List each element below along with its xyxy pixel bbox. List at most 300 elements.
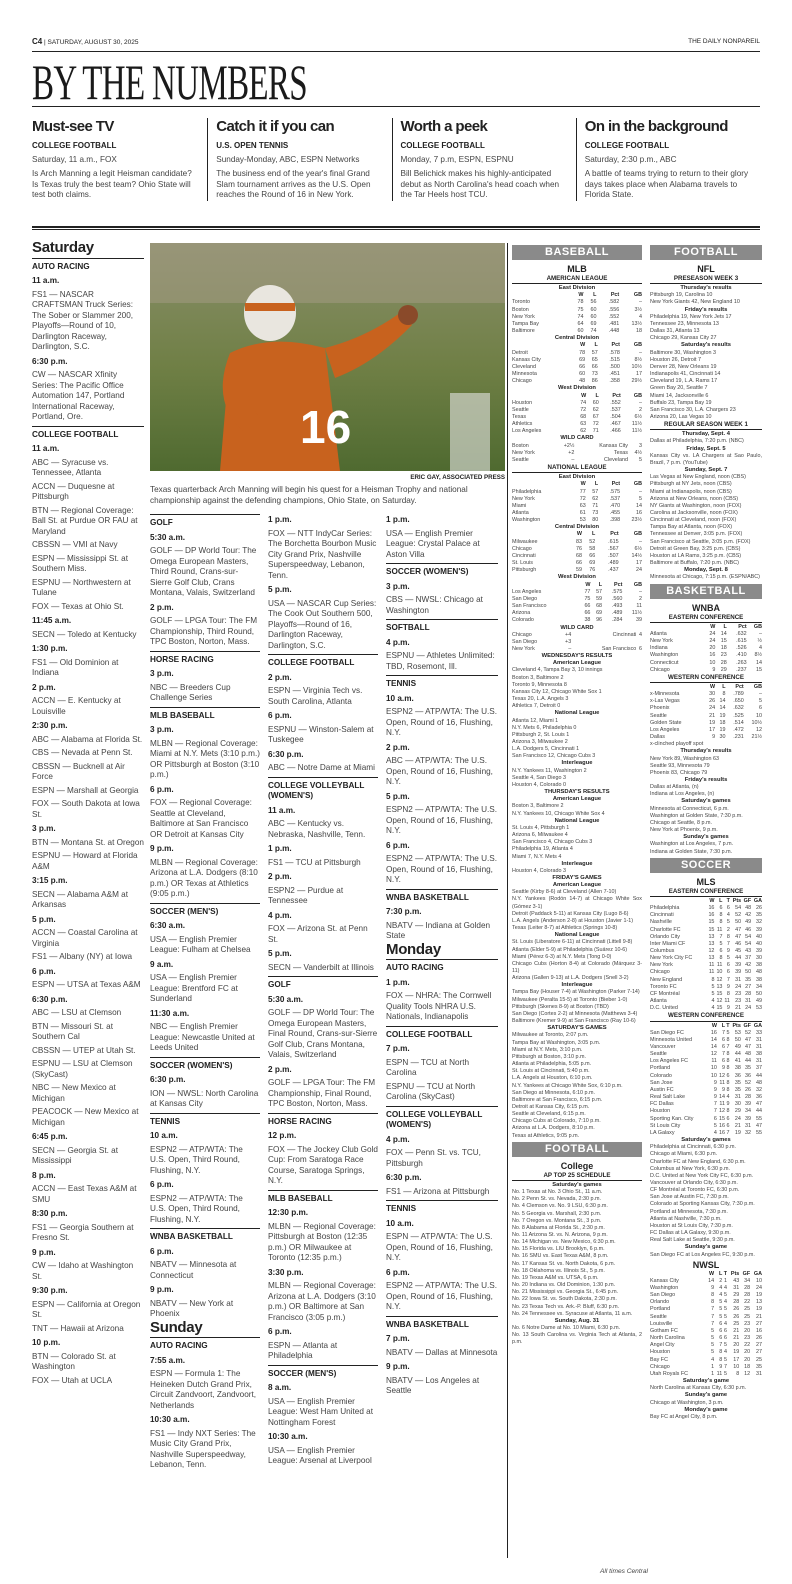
time-slot: 3 p.m.	[386, 581, 410, 591]
time-slot: 2 p.m.	[268, 872, 292, 881]
stat-cell: 5	[711, 1342, 715, 1349]
column-header	[512, 393, 574, 400]
team-name: Colorado	[650, 1072, 672, 1079]
time-slot: 10:30 a.m.	[150, 1415, 190, 1424]
table-row	[650, 660, 762, 667]
feature-block	[32, 118, 207, 201]
table-row	[650, 1044, 762, 1051]
stat-cell: 8½	[634, 356, 642, 363]
stat-cell: .615	[608, 538, 619, 545]
standings-table	[512, 393, 642, 436]
table-row	[650, 1314, 762, 1321]
sport-heading: AUTO RACING	[32, 258, 144, 273]
stat-cell: 8	[726, 1086, 730, 1093]
team-name: Cincinnati	[512, 552, 536, 559]
time-slot: 1 p.m.	[268, 515, 292, 524]
column-header: Pct	[611, 342, 620, 349]
stat-cell: 21½	[751, 734, 762, 741]
column-header: Pct	[735, 683, 744, 690]
sport-banner: FOOTBALL	[650, 245, 762, 260]
table-row	[512, 539, 642, 546]
table-row	[512, 553, 642, 560]
feature-sport: COLLEGE FOOTBALL	[400, 141, 485, 150]
stat-cell: 50	[756, 990, 762, 997]
sport-banner: BASEBALL	[512, 245, 642, 260]
table-header-row	[512, 582, 642, 589]
stat-cell: 19	[719, 712, 726, 719]
team-name: Atlanta	[650, 630, 667, 637]
subheading: FRIDAY'S GAMES	[552, 874, 602, 881]
column-header	[512, 481, 573, 488]
result-line: Texas at Athletics, 9:05 p.m.	[512, 1132, 580, 1139]
column-header: W	[585, 581, 591, 588]
subheading: West Division	[558, 385, 596, 392]
table-row	[512, 457, 642, 464]
stat-cell: 36	[744, 1072, 751, 1079]
column-header: T	[723, 1270, 728, 1277]
stat-cell: 48	[579, 378, 586, 385]
stat-cell: 6	[726, 1122, 730, 1129]
stat-cell: .448	[608, 328, 620, 335]
result-line: No. 21 Mississippi vs. Georgia St., 6:45 p.m.	[512, 1289, 619, 1296]
day-heading: Monday	[386, 940, 441, 958]
sport-heading: WNBA BASKETBALL	[386, 1316, 498, 1331]
column-header	[512, 531, 569, 538]
feature-block	[576, 118, 760, 201]
time-slot: 6:30 p.m.	[32, 356, 68, 366]
stat-cell: .489	[608, 560, 619, 567]
result-line: L.A. Dodgers 5, Cincinnati 1	[512, 746, 580, 753]
sport-heading: MLB BASEBALL	[268, 1190, 378, 1205]
stat-cell: 8	[719, 919, 723, 926]
stat-cell: 8	[726, 933, 730, 940]
feature-description: A battle of teams trying to return to their glory days takes place when Alabama travels to Florida State.	[584, 169, 749, 199]
tv-listing: ESPN2 — ATP/WTA: The U.S. Open, Round of 16, Flushing, N.Y.	[386, 805, 498, 835]
standings-table	[512, 342, 642, 385]
column-header	[650, 898, 706, 905]
table-row	[512, 350, 642, 357]
stat-cell: 48	[756, 969, 762, 976]
stat-cell: 13	[716, 983, 723, 990]
column-header: W	[580, 481, 586, 488]
stat-cell: 7	[711, 1306, 715, 1313]
stat-cell: 66	[591, 363, 598, 370]
result-line: Kansas City 12, Chicago White Sox 1	[512, 688, 602, 695]
stat-cell: 48	[744, 1051, 751, 1058]
table-row	[512, 589, 642, 596]
column-header: GF	[742, 1270, 751, 1277]
table-header-row	[512, 342, 642, 349]
stat-cell: 8	[726, 1058, 730, 1065]
schedule-column	[32, 240, 144, 1386]
stat-cell: 32	[744, 1129, 751, 1136]
time-slot: 9:30 p.m.	[32, 1286, 68, 1295]
result-line: Cleveland 4, Tampa Bay 3, 10 innings	[512, 667, 603, 674]
result-line: N.Y. Yankees 11, Washington 2	[512, 767, 587, 774]
team-name: Chicago	[650, 969, 670, 976]
standings-column-football-basketball-soccer	[650, 243, 762, 1421]
team-name: Washington	[650, 1285, 679, 1291]
stat-cell: 6	[722, 1044, 726, 1050]
stat-cell: 26	[709, 698, 716, 705]
tv-listing: GOLF — LPGA Tour: The FM Championship, Final Round, TPC Boston, Norton, Mass.	[268, 1078, 376, 1108]
result-line: Milwaukee (Peralta 15-5) at Toronto (Bieber 1-0)	[512, 996, 628, 1003]
stat-cell: 8	[722, 691, 726, 698]
stat-cell: 14	[719, 698, 726, 705]
stat-cell: 5	[711, 983, 715, 990]
team-name: Chicago	[650, 666, 670, 673]
stat-cell: 63	[579, 502, 586, 509]
league-heading: NWSL	[692, 1259, 720, 1270]
result-line: Texas 20, L.A. Angels 3	[512, 696, 569, 703]
stat-cell: 47	[744, 1044, 751, 1050]
table-row	[650, 727, 762, 734]
stat-cell: 6	[639, 645, 642, 652]
tv-listing: GOLF — DP World Tour: The Omega European Masters, Third Round, Crans-sur-Sierre Golf Club, Crans Montana, Valais, Switzerland	[150, 546, 257, 597]
stat-cell: 74	[577, 313, 584, 320]
stat-cell: 15	[708, 926, 715, 933]
section-title: BY THE NUMBERS	[32, 54, 307, 110]
team-name: San Diego FC	[650, 1029, 684, 1036]
stat-cell: 38	[756, 976, 762, 983]
team-name: Philadelphia	[650, 905, 680, 912]
result-line: Las Vegas at New England, noon (CBS)	[650, 474, 746, 481]
stat-cell: 6	[719, 1320, 723, 1327]
stat-cell: 63	[580, 421, 587, 428]
table-row	[650, 969, 762, 976]
stat-cell: 56	[590, 299, 597, 306]
stat-cell: .466	[610, 428, 621, 435]
result-line: Tennessee at Denver, 3:05 p.m. (FOX)	[650, 531, 743, 538]
column-header: T	[726, 1022, 730, 1029]
stat-cell: 22	[744, 1299, 751, 1306]
stat-cell: 29	[720, 666, 727, 673]
stat-cell: ½	[757, 638, 762, 645]
time-slot: 2 p.m.	[386, 742, 410, 752]
result-line: San Francisco 30, L.A. Chargers 23	[650, 406, 736, 413]
table-row	[650, 1371, 762, 1378]
stat-cell: 7	[719, 933, 723, 940]
team-name: Portland	[650, 1065, 671, 1072]
result-line: Tampa Bay at Atlanta, noon (FOX)	[650, 524, 733, 531]
result-line: Detroit at Kansas City, 6:15 p.m.	[512, 1103, 590, 1110]
stat-cell: 27	[745, 983, 752, 990]
stat-cell: 4	[711, 1005, 715, 1012]
result-line: CF Montréal at Toronto FC, 6:30 p.m.	[650, 1187, 740, 1194]
tv-listing: FOX — Arizona St. at Penn St.	[268, 924, 368, 944]
table-row	[512, 517, 642, 524]
stat-cell: 23½	[631, 517, 642, 524]
stat-cell: 46	[735, 940, 742, 947]
team-name: San Diego	[512, 595, 538, 602]
time-slot: 9 p.m.	[150, 1285, 174, 1294]
time-slot: 1 p.m.	[386, 977, 410, 987]
result-line: Tampa Bay (Houser 7-4) at Washington (Parker 7-14)	[512, 989, 640, 996]
standings-table	[512, 292, 642, 335]
time-slot: 2 p.m.	[150, 602, 174, 612]
stat-cell: .470	[609, 502, 621, 509]
table-row	[650, 998, 762, 1005]
divider	[32, 226, 760, 230]
team-name: New York	[512, 313, 535, 320]
column-header: W	[710, 623, 716, 630]
result-line: Toronto 9, Minnesota 8	[512, 681, 567, 688]
subheading: Thursday's results	[680, 748, 732, 755]
time-slot: 2 p.m.	[32, 682, 56, 692]
stat-cell: 22	[744, 1342, 751, 1349]
column-header: W	[709, 683, 716, 690]
stat-cell: 15	[716, 990, 723, 997]
stat-cell: 34	[744, 1108, 751, 1115]
stat-cell: 5	[639, 456, 642, 463]
table-row	[650, 912, 762, 919]
result-line: Pittsburgh 19, Carolina 10	[650, 292, 713, 299]
table-header-row	[512, 531, 642, 538]
table-row	[512, 400, 642, 407]
tv-listing: FOX — South Dakota at Iowa St.	[32, 799, 140, 819]
stat-cell: 66	[589, 552, 596, 559]
stat-cell: 44	[744, 1058, 751, 1065]
stat-cell: 29	[733, 1292, 740, 1299]
stat-cell: 28	[744, 1292, 751, 1299]
stat-cell: .263	[736, 659, 747, 666]
stat-cell: 53	[756, 1005, 762, 1012]
table-row	[650, 1342, 762, 1349]
stat-cell: 23	[735, 998, 742, 1005]
photo-caption: Texas quarterback Arch Manning will begin his quest for a Heisman Trophy and national championship against the defending champions, Ohio State, on Saturday.	[150, 485, 468, 505]
standings-table	[650, 624, 762, 674]
stat-cell: 18	[720, 645, 727, 652]
stat-cell: 6½	[634, 545, 642, 552]
stat-cell: 11	[724, 998, 730, 1005]
stat-cell: 20	[744, 1349, 751, 1356]
column-header: Pct	[610, 531, 619, 538]
tv-listing: ABC — Notre Dame at Miami	[268, 763, 375, 772]
table-row	[650, 1073, 762, 1080]
stat-cell: 60	[577, 328, 584, 335]
tv-listing: ESPN — Atlanta at Philadelphia	[268, 1340, 338, 1360]
stat-cell: 19	[733, 1349, 740, 1356]
column-header	[512, 342, 573, 349]
stat-cell: 15	[716, 1005, 723, 1012]
stat-cell: 4	[639, 313, 642, 320]
result-line: Boston 3, Baltimore 2	[512, 674, 564, 681]
stat-cell: 5	[759, 698, 762, 705]
time-slot: 5 p.m.	[268, 949, 292, 958]
result-line: Pittsburgh (Skenes 8-9) at Boston (TBD)	[512, 1003, 609, 1010]
time-slot: 8 a.m.	[268, 1383, 292, 1392]
stat-cell: 50	[745, 969, 752, 976]
column-header: L	[723, 623, 727, 630]
stat-cell: 10½	[751, 719, 762, 726]
stat-cell: 20	[744, 1356, 751, 1363]
stat-cell: 6	[726, 969, 730, 976]
table-row	[650, 1335, 762, 1342]
team-name: Houston	[650, 1349, 671, 1356]
stat-cell: 11½	[631, 421, 642, 428]
column-header	[650, 1271, 705, 1278]
time-slot: 6 p.m.	[386, 1267, 410, 1277]
stat-cell: 53	[579, 517, 586, 524]
column-header: GB	[753, 623, 762, 630]
sport-heading: GOLF	[268, 976, 378, 991]
stat-cell: –	[759, 691, 762, 698]
feature-heading: Catch it if you can	[216, 118, 335, 135]
table-row	[512, 299, 642, 306]
stat-cell: 71	[592, 502, 599, 509]
table-header-row	[650, 898, 762, 905]
stat-cell: 8	[726, 990, 730, 997]
stat-cell: 37	[745, 955, 752, 962]
column-header: GB	[633, 342, 642, 349]
result-line: No. 1 Texas at No. 3 Ohio St., 11 a.m.	[512, 1189, 603, 1196]
table-row	[650, 1116, 762, 1123]
tv-listing: FS1 — Old Dominion at Indiana	[32, 657, 119, 677]
stat-cell: 15	[719, 1115, 726, 1122]
table-row	[512, 610, 642, 617]
stat-cell: 8	[719, 1356, 723, 1363]
table-row	[650, 991, 762, 998]
team-name: Inter Miami CF	[650, 940, 686, 947]
table-row	[650, 948, 762, 955]
stat-cell: 10	[756, 1277, 762, 1284]
result-line: San Francisco 12, Chicago Cubs 3	[512, 753, 596, 760]
stat-cell: 38	[756, 1051, 762, 1058]
result-line: N.Y. Yankees (Rodón 14-7) at Chicago White Sox (Gómez 3-1)	[512, 896, 642, 910]
tv-listing: ESPN — Formula 1: The Heineken Dutch Grand Prix, Circuit Zandvoort, Zandvoort, Netherlands	[150, 1369, 257, 1410]
table-row	[650, 984, 762, 991]
column-header: GB	[633, 292, 642, 299]
subheading: Thursday's results	[680, 285, 732, 292]
stat-cell: 54	[745, 933, 752, 940]
team-name: Vancouver	[650, 1044, 676, 1050]
stat-cell: 26	[756, 1335, 762, 1342]
stat-cell: 2	[719, 1277, 723, 1284]
sport-heading: SOCCER (MEN'S)	[150, 903, 260, 918]
stat-cell: 25	[744, 1313, 751, 1320]
stat-cell: 6	[724, 1335, 728, 1342]
team-name: Texas	[512, 413, 527, 420]
tv-listing: CBS — Nevada at Penn St.	[32, 748, 133, 757]
tv-listing: BTN — Missouri St. at Southern Cal	[32, 1021, 113, 1041]
stat-cell: 19	[734, 1129, 741, 1136]
stat-cell: 11	[716, 926, 723, 933]
team-name: Austin FC	[650, 1086, 674, 1093]
tv-listing: ABC — LSU at Clemson	[32, 1008, 122, 1017]
team-name: Indiana	[650, 645, 668, 652]
result-line: Texas (Leiter 8-7) at Athletics (Springs 10-8)	[512, 925, 618, 932]
result-line: L.A. Angels (Anderson 2-8) at Houston (Javier 1-1)	[512, 917, 634, 924]
stat-cell: 42	[745, 962, 752, 969]
stat-cell: 18	[744, 1363, 751, 1370]
stat-cell: 19	[719, 726, 726, 733]
table-row	[650, 713, 762, 720]
tv-listing: BTN — Colorado St. at Washington	[32, 1351, 116, 1371]
tv-listing: FS1 — Albany (NY) at Iowa	[32, 952, 133, 961]
result-line: Arizona 6, Milwaukee 4	[512, 832, 568, 839]
conference-heading: AMERICAN LEAGUE	[512, 275, 642, 284]
stat-cell: 14	[636, 502, 642, 509]
tv-listing: MLBN — Regional Coverage: Arizona at L.A. Dodgers (3:10 p.m.) OR Baltimore at San Francisco (3:05 p.m.)	[268, 1281, 376, 1322]
stat-cell: +2½	[563, 442, 575, 449]
result-line: No. 20 Indiana vs. Old Dominion, 1:30 p.m.	[512, 1282, 616, 1289]
stat-cell: 44	[735, 955, 742, 962]
stat-cell: 12	[710, 1051, 717, 1058]
table-row	[650, 1306, 762, 1313]
stat-cell: 5	[724, 1370, 728, 1377]
table-row	[512, 364, 642, 371]
stat-cell: .507	[608, 552, 619, 559]
result-line: N.Y. Yankees 10, Chicago White Sox 4	[512, 810, 605, 817]
result-line: Detroit (Paddack 5-11) at Kansas City (Lugo 8-6)	[512, 910, 629, 917]
tv-listing: FOX — The Jockey Club Gold Cup: From Saratoga Race Course, Saratoga Springs, N.Y.	[268, 1144, 378, 1185]
stat-cell: .500	[609, 363, 620, 370]
table-row	[512, 646, 642, 653]
sport-banner: SOCCER	[650, 858, 762, 873]
day-heading: Sunday	[150, 1318, 203, 1336]
table-row	[512, 632, 642, 639]
stat-cell: 11½	[631, 610, 642, 617]
tv-listing: ABC — Kentucky vs. Nebraska, Nashville, Tenn.	[268, 819, 366, 839]
stat-cell: 9	[722, 1065, 726, 1072]
stat-cell: 69	[590, 320, 597, 327]
feature-sport: U.S. OPEN TENNIS	[216, 141, 289, 150]
column-header: Pct	[738, 623, 747, 630]
stat-cell: 11	[708, 962, 715, 969]
stat-cell: 14	[708, 1277, 715, 1284]
stat-cell: 20	[709, 645, 716, 652]
stat-cell: 4	[719, 1285, 723, 1291]
stat-cell: 8	[726, 1108, 730, 1115]
feature-block	[392, 118, 576, 201]
stat-cell: 28	[744, 1285, 751, 1291]
column-header: W	[576, 531, 582, 538]
stat-cell: 5	[711, 990, 715, 997]
feature-heading: On in the background	[584, 118, 728, 135]
team-name: LA Galaxy	[650, 1129, 675, 1136]
stat-cell: 30	[734, 1101, 741, 1108]
table-row	[650, 1292, 762, 1299]
stat-cell: 11	[719, 1101, 726, 1108]
tv-listing: ESPNU — Howard at Florida A&M	[32, 851, 138, 871]
result-line: Miami (Pérez 6-3) at N.Y. Mets (Tong 0-0)	[512, 953, 612, 960]
team-name: Real Salt Lake	[650, 1094, 686, 1101]
subheading: Sunday's game	[684, 1244, 728, 1251]
stat-cell: 6	[719, 905, 723, 912]
result-line: Buffalo 23, Tampa Bay 19	[650, 399, 712, 406]
stat-cell: 14	[756, 659, 762, 666]
stat-cell: 11	[716, 962, 723, 969]
standings-table	[650, 684, 762, 741]
stat-cell: 35	[756, 1363, 762, 1370]
stat-cell: 30	[719, 734, 726, 741]
page-number: C4	[32, 37, 43, 46]
stat-cell: 25	[733, 1320, 740, 1327]
column-header: L	[591, 531, 596, 538]
tv-listing: CBSSN — VMI at Navy	[32, 540, 118, 549]
conference-heading: AP TOP 25 SCHEDULE	[512, 1172, 642, 1181]
stat-cell: San Francisco	[601, 645, 637, 652]
result-line: Dallas at Philadelphia, 7:20 p.m. (NBC)	[650, 438, 744, 445]
tv-listing: FS1 — Indy NXT Series: The Music City Grand Prix, Nashville Superspeedway, Lebanon, Tenn.	[150, 1428, 256, 1469]
photo-credit: ERIC GAY, ASSOCIATED PRESS	[410, 474, 505, 481]
result-line: Green Bay 20, Seattle 7	[650, 385, 708, 392]
team-name: Chicago	[512, 631, 532, 638]
table-row	[650, 705, 762, 712]
stat-cell: 23	[744, 1335, 751, 1342]
table-row	[650, 919, 762, 926]
column-header: W	[711, 1022, 717, 1029]
